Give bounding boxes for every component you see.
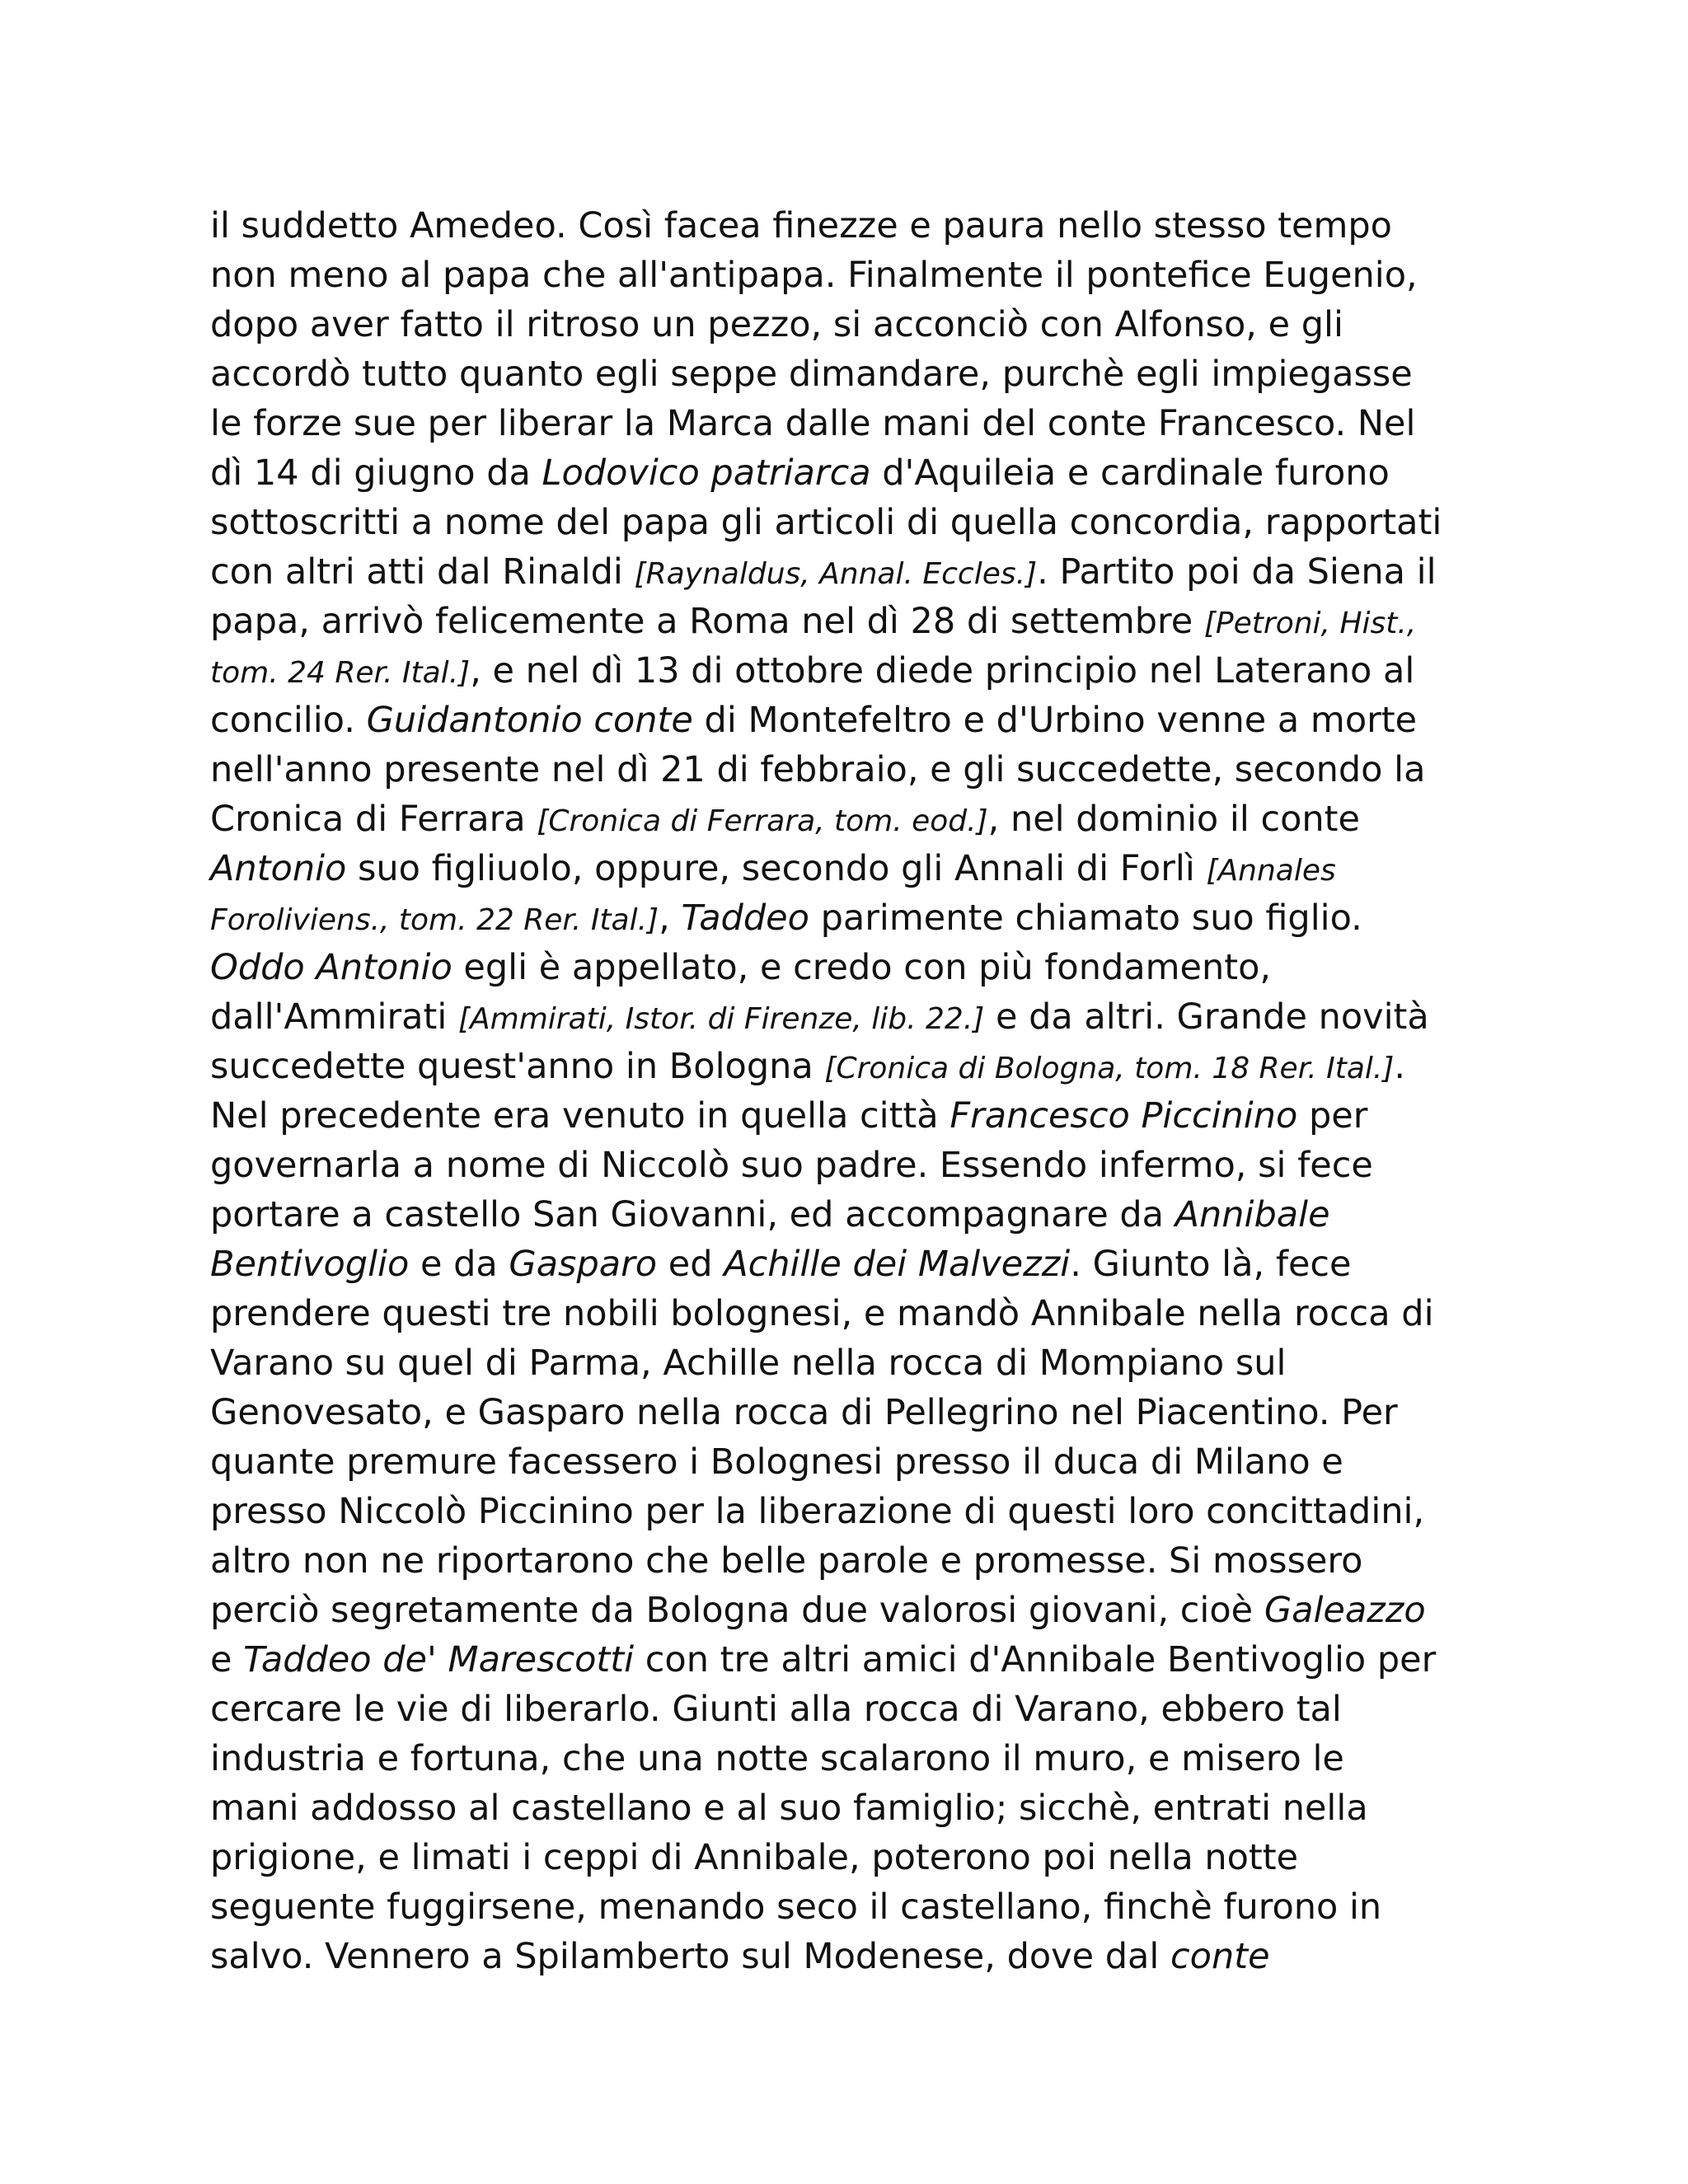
citation: [Cronica di Bologna, tom. 18 Rer. Ital.] <box>824 1052 1395 1085</box>
text-line <box>210 1685 1496 1734</box>
text-run: le forze sue per liberar la Marca dalle mani del conte Francesco. Nel <box>210 403 1416 444</box>
text-run: per <box>1297 1095 1368 1137</box>
text-run: governarla a nome di Niccolò suo padre. Essendo infermo, si fece <box>210 1145 1373 1186</box>
text-line <box>210 1586 1496 1635</box>
text-run: Varano su quel di Parma, Achille nella rocca di Mompiano sul <box>210 1343 1287 1384</box>
document-body <box>210 201 1496 1981</box>
text-line <box>210 1882 1496 1932</box>
italic-name: Taddeo <box>681 898 809 939</box>
text-run: presso Niccolò Piccinino per la liberazione di questi loro concittadini, <box>210 1491 1425 1532</box>
text-run: papa, arrivò felicemente a Roma nel dì 28 di settembre <box>210 601 1204 642</box>
text-run: , e nel dì 13 di ottobre diede principio nel Laterano al <box>470 650 1415 691</box>
italic-name: Achille dei Malvezzi <box>724 1244 1071 1285</box>
text-run: prigione, e limati i ceppi di Annibale, poterono poi nella notte <box>210 1837 1299 1878</box>
italic-name: Bentivoglio <box>210 1244 410 1285</box>
text-line <box>210 1338 1496 1388</box>
text-run: accordò tutto quanto egli seppe dimandare, purchè egli impiegasse <box>210 354 1413 395</box>
text-line <box>210 1932 1496 1981</box>
text-line <box>210 201 1496 251</box>
text-line <box>210 646 1496 696</box>
italic-name: Gasparo <box>509 1244 658 1285</box>
text-line <box>210 1635 1496 1685</box>
citation: [Ammirati, Istor. di Firenze, lib. 22.] <box>458 1002 985 1036</box>
text-run: con altri atti dal Rinaldi <box>210 551 635 593</box>
text-run: nell'anno presente nel dì 21 di febbraio, e gli succedette, secondo la <box>210 749 1426 790</box>
italic-name: Antonio <box>210 848 347 889</box>
text-line <box>210 1042 1496 1091</box>
text-run: salvo. Vennero a Spilamberto sul Modenese, dove dal <box>210 1936 1171 1977</box>
text-run: dall'Ammirati <box>210 996 458 1038</box>
italic-name: conte <box>1170 1936 1270 1977</box>
text-line <box>210 300 1496 349</box>
italic-name: Galeazzo <box>1264 1590 1426 1631</box>
text-run: il suddetto Amedeo. Così facea finezze e paura nello stesso tempo <box>210 205 1392 246</box>
text-run: mani addosso al castellano e al suo famiglio; sicchè, entrati nella <box>210 1788 1368 1829</box>
text-run: . Giunto là, fece <box>1070 1244 1352 1285</box>
citation: [Petroni, Hist., <box>1203 607 1417 640</box>
text-line <box>210 992 1496 1042</box>
text-run: non meno al papa che all'antipapa. Finalmente il pontefice Eugenio, <box>210 255 1418 296</box>
text-line <box>210 794 1496 844</box>
text-run: succedette quest'anno in Bologna <box>210 1046 825 1087</box>
text-line <box>210 844 1496 893</box>
text-run: e <box>210 1639 244 1680</box>
text-run: . <box>1394 1046 1406 1087</box>
italic-name: Francesco Piccinino <box>950 1095 1298 1137</box>
text-line <box>210 597 1496 646</box>
text-line <box>210 399 1496 448</box>
italic-name: Oddo Antonio <box>210 947 452 988</box>
text-line <box>210 448 1496 498</box>
text-run: e da <box>409 1244 509 1285</box>
text-line <box>210 745 1496 794</box>
text-line <box>210 1734 1496 1783</box>
text-run: concilio. <box>210 700 367 741</box>
text-run: portare a castello San Giovanni, ed accompagnare da <box>210 1194 1175 1235</box>
text-run: industria e fortuna, che una notte scalarono il muro, e misero le <box>210 1738 1344 1779</box>
text-line <box>210 1289 1496 1338</box>
italic-name: Lodovico patriarca <box>542 452 871 494</box>
text-line <box>210 1240 1496 1289</box>
text-line <box>210 498 1496 547</box>
text-run: e da altri. Grande novità <box>984 996 1429 1038</box>
italic-name: Taddeo de' Marescotti <box>243 1639 635 1680</box>
text-line <box>210 1388 1496 1437</box>
text-run: sottoscritti a nome del papa gli articoli di quella concordia, rapportati <box>210 502 1442 543</box>
text-run: parimente chiamato suo figlio. <box>809 898 1362 939</box>
text-line <box>210 1487 1496 1536</box>
text-run: cercare le vie di liberarlo. Giunti alla rocca di Varano, ebbero tal <box>210 1689 1342 1730</box>
citation: [Raynaldus, Annal. Eccles.] <box>634 557 1038 591</box>
text-run: Genovesato, e Gasparo nella rocca di Pellegrino nel Piacentino. Per <box>210 1392 1398 1433</box>
text-run: , <box>659 898 682 939</box>
text-run: Nel precedente era venuto in quella città <box>210 1095 950 1137</box>
text-run: . Partito poi da Siena il <box>1037 551 1437 593</box>
text-line <box>210 547 1496 597</box>
citation: tom. 24 Rer. Ital.] <box>210 656 471 690</box>
italic-name: Guidantonio conte <box>366 700 693 741</box>
text-run: prendere questi tre nobili bolognesi, e mandò Annibale nella rocca di <box>210 1293 1434 1334</box>
text-line <box>210 893 1496 943</box>
text-run: egli è appellato, e credo con più fondamento, <box>452 947 1272 988</box>
text-line <box>210 1833 1496 1882</box>
text-run: quante premure facessero i Bolognesi presso il duca di Milano e <box>210 1441 1343 1483</box>
text-run: dopo aver fatto il ritroso un pezzo, si acconciò con Alfonso, e gli <box>210 304 1343 345</box>
text-run: perciò segretamente da Bologna due valorosi giovani, cioè <box>210 1590 1264 1631</box>
text-line <box>210 251 1496 300</box>
citation: [Cronica di Ferrara, tom. eod.] <box>537 804 988 838</box>
text-run: altro non ne riportarono che belle parole e promesse. Si mossero <box>210 1540 1363 1582</box>
italic-name: Annibale <box>1175 1194 1330 1235</box>
text-line <box>210 1091 1496 1141</box>
text-line <box>210 1437 1496 1487</box>
text-line <box>210 349 1496 399</box>
text-line <box>210 943 1496 992</box>
citation: Foroliviens., tom. 22 Rer. Ital.] <box>210 903 659 937</box>
text-line <box>210 1141 1496 1190</box>
text-run: seguente fuggirsene, menando seco il castellano, finchè furono in <box>210 1886 1382 1928</box>
text-run: , nel dominio il conte <box>987 799 1360 840</box>
text-run: d'Aquileia e cardinale furono <box>870 452 1390 494</box>
text-line <box>210 1190 1496 1240</box>
text-run: ed <box>657 1244 724 1285</box>
text-run: con tre altri amici d'Annibale Bentivoglio per <box>634 1639 1437 1680</box>
text-line <box>210 696 1496 745</box>
text-line <box>210 1783 1496 1833</box>
text-run: suo figliuolo, oppure, secondo gli Annali di Forlì <box>346 848 1207 889</box>
text-line <box>210 1536 1496 1586</box>
text-run: di Montefeltro e d'Urbino venne a morte <box>692 700 1418 741</box>
citation: [Annales <box>1206 854 1336 888</box>
text-run: Cronica di Ferrara <box>210 799 537 840</box>
text-run: dì 14 di giugno da <box>210 452 542 494</box>
